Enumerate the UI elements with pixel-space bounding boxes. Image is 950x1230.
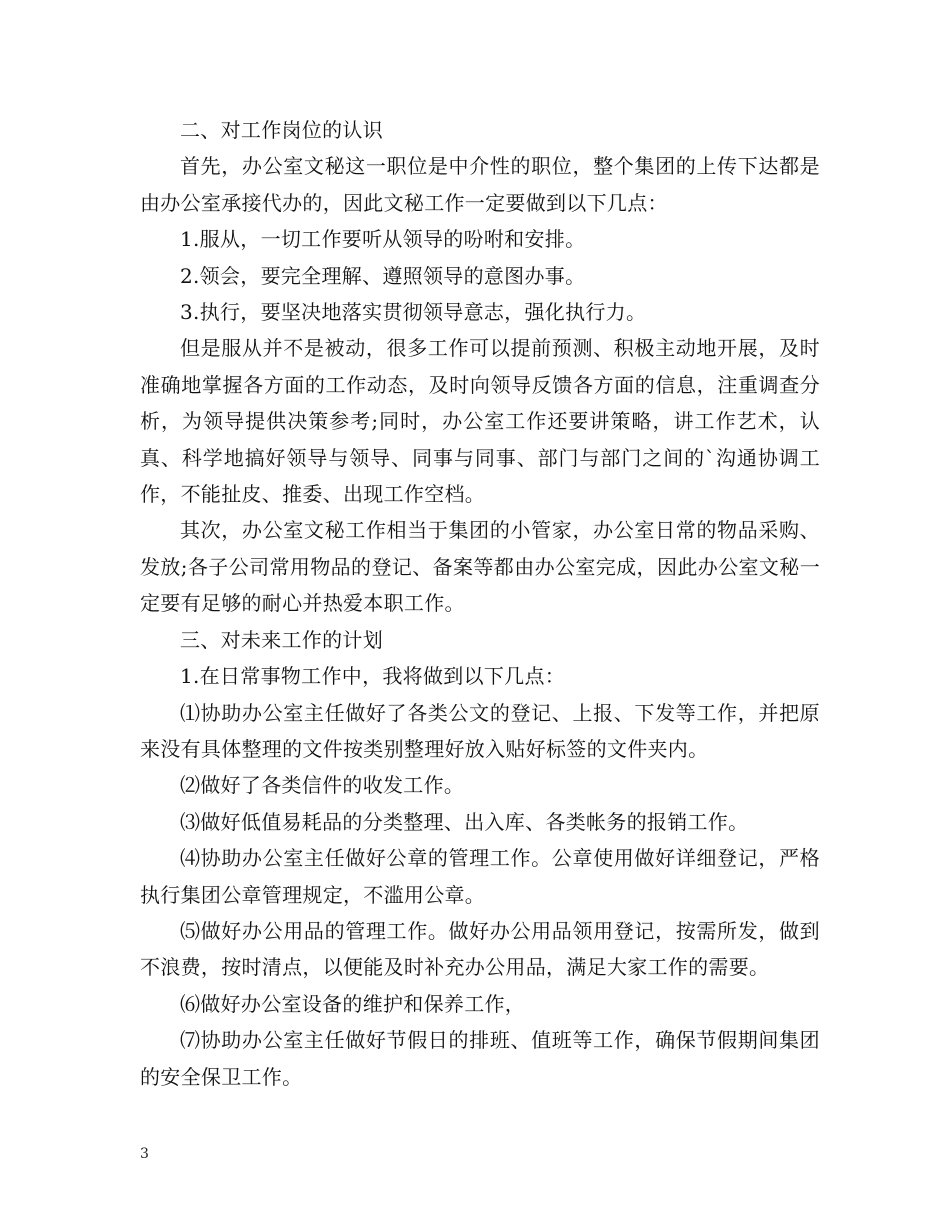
list-item: ⑺协助办公室主任做好节假日的排班、值班等工作，确保节假期间集团的安全保卫工作。	[140, 1028, 820, 1089]
page-number: 3	[140, 1146, 149, 1162]
list-item: 1.在日常事物工作中，我将做到以下几点：	[180, 664, 566, 689]
list-item: 2.领会，要完全理解、遵照领导的意图办事。	[180, 263, 586, 288]
list-item: ⑵做好了各类信件的收发工作。	[180, 773, 465, 798]
paragraph: 首先，办公室文秘这一职位是中介性的职位，整个集团的上传下达都是由办公室承接代办的，因此文秘工作一定要做到以下几点：	[140, 154, 820, 215]
paragraph: 但是服从并不是被动，很多工作可以提前预测、积极主动地开展，及时准确地掌握各方面的工作动态，及时向领导反馈各方面的信息，注重调查分析，为领导提供决策参考;同时，办公室工作还要讲策略，讲工作艺术，认真、科学地搞好领导与领导、同事与同事、部门与部门之间的`沟通协调工作，不能扯皮、推委、出现工作空档。	[140, 336, 820, 507]
list-item: ⑷协助办公室主任做好公章的管理工作。公章使用做好详细登记，严格执行集团公章管理规定，不滥用公章。	[140, 846, 820, 907]
section-heading: 二、对工作岗位的认识	[180, 118, 383, 142]
section-heading: 三、对未来工作的计划	[180, 627, 383, 652]
document-body	[140, 112, 820, 1095]
paragraph: 其次，办公室文秘工作相当于集团的小管家，办公室日常的物品采购、发放;各子公司常用物品的登记、备案等都由办公室完成，因此办公室文秘一定要有足够的耐心并热爱本职工作。	[140, 518, 820, 616]
list-item: 3.执行，要坚决地落实贯彻领导意志，强化执行力。	[180, 300, 647, 325]
list-item: ⑸做好办公用品的管理工作。做好办公用品领用登记，按需所发，做到不浪费，按时清点，以便能及时补充办公用品，满足大家工作的需要。	[140, 918, 820, 980]
list-item: ⑹做好办公室设备的维护和保养工作，	[180, 991, 526, 1016]
list-item: ⑶做好低值易耗品的分类整理、出入库、各类帐务的报销工作。	[180, 809, 749, 834]
list-item: 1.服从，一切工作要听从领导的吩咐和安排。	[180, 227, 586, 252]
list-item: ⑴协助办公室主任做好了各类公文的登记、上报、下发等工作，并把原来没有具体整理的文件按类别整理好放入贴好标签的文件夹内。	[140, 700, 820, 761]
